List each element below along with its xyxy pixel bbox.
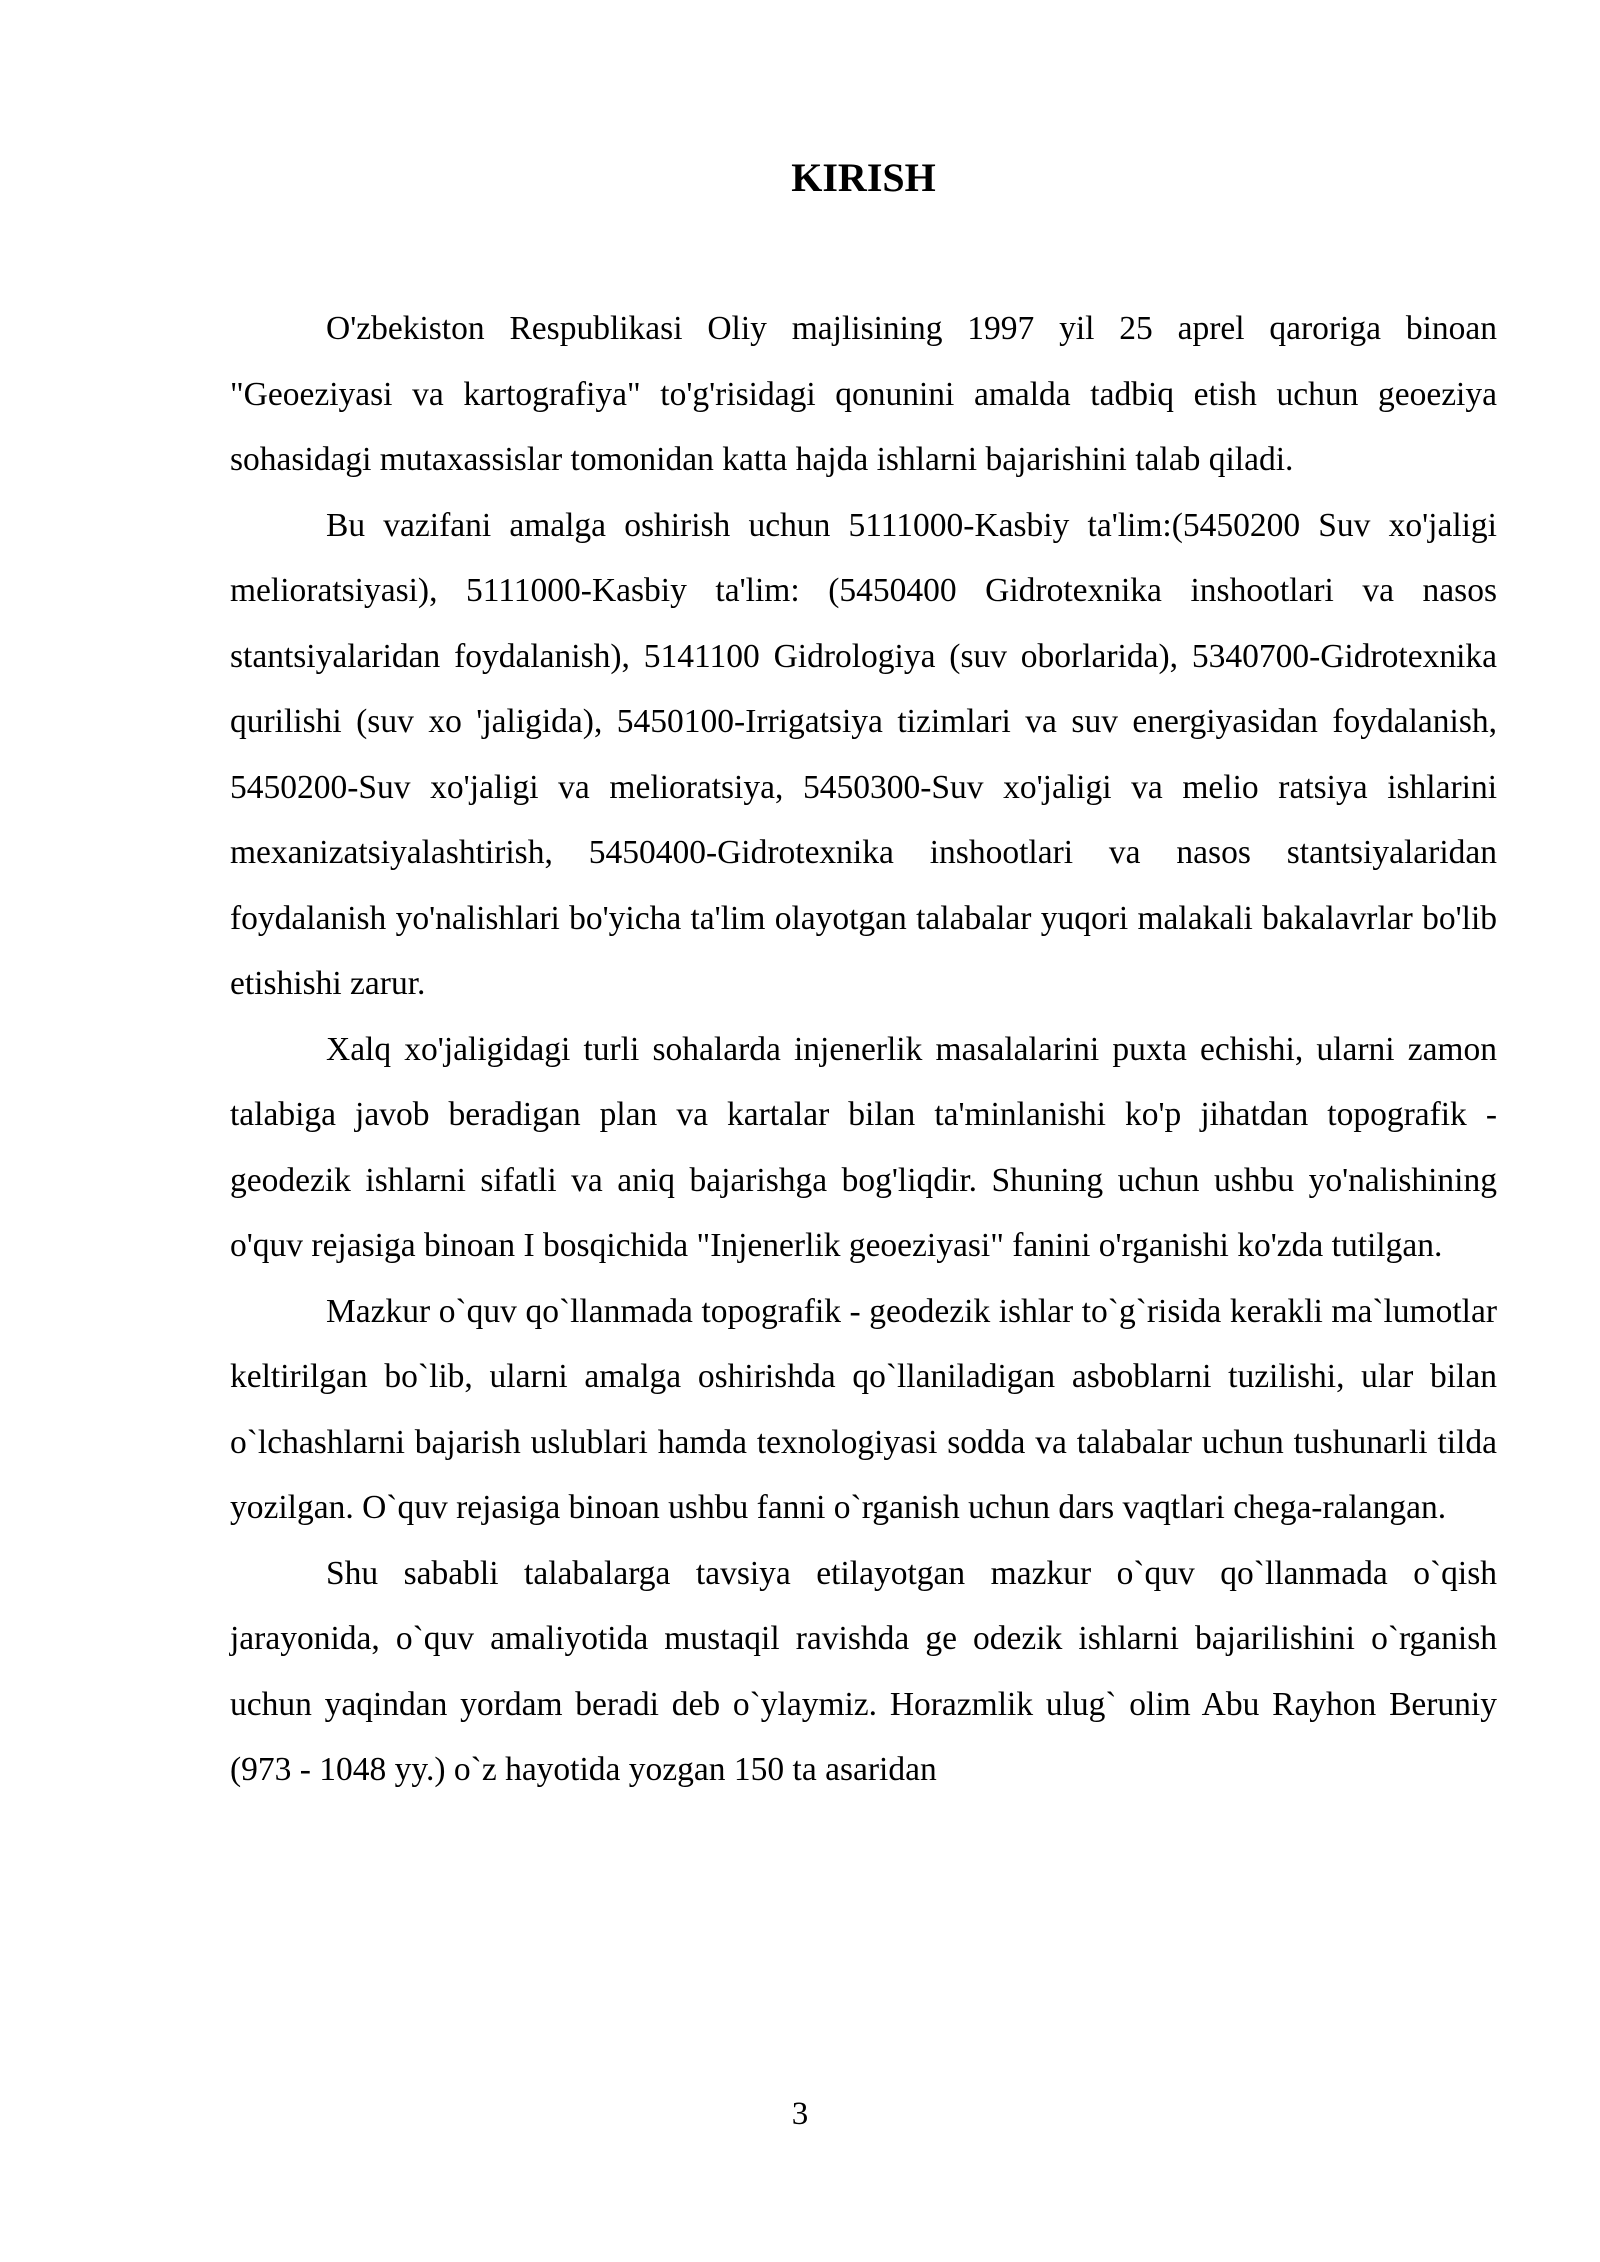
title-container xyxy=(230,150,1497,206)
paragraph-intro-law: O'zbekiston Respublikasi Oliy majlisining 1997 yil 25 aprel qaroriga binoan "Geoeziyasi va kartografiya" to'g'risidagi qonunini amalda tadbiq etish uchun geoeziya sohasidagi mutaxassislar tomonidan katta hajda ishlarni bajarishini talab qiladi. xyxy=(230,310,1497,478)
body-text xyxy=(230,296,1497,1803)
paragraph-recommendation: Shu sababli talabalarga tavsiya etilayotgan mazkur o`quv qo`llanmada o`qish jarayonida, o`quv amaliyotida mustaqil ravishda ge odezik ishlarni bajarilishini o`rganish uchun yaqindan yordam beradi deb o`ylaymiz. Horazmlik ulug` olim Abu Rayhon Beruniy (973 - 1048 yy.) o`z hayotida yozgan 150 ta asaridan xyxy=(230,1554,1497,1788)
paragraph-engineering-tasks: Xalq xo'jaligidagi turli sohalarda injenerlik masalalarini puxta echishi, ularni zamon talabiga javob beradigan plan va kartalar bilan ta'minlanishi ko'p jihatdan topografik - geodezik ishlarni sifatli va aniq bajarishga bog'liqdir. Shuning uchun ushbu yo'nalishining o'quv rejasiga binoan I bosqichida "Injenerlik geoeziyasi" fanini o'rganishi ko'zda tutilgan. xyxy=(230,1030,1497,1264)
paragraph-manual-content: Mazkur o`quv qo`llanmada topografik - geodezik ishlar to`g`risida kerakli ma`lumotlar keltirilgan bo`lib, ularni amalga oshirishda qo`llaniladigan asboblarni tuzilishi, ular bilan o`lchashlarni bajarish uslublari hamda texnologiyasi sodda va talabalar uchun tushunarli tilda yozilgan. O`quv rejasiga binoan ushbu fanni o`rganish uchun dars vaqtlari chega-ralangan. xyxy=(230,1292,1497,1526)
page-number: 3 xyxy=(791,2096,809,2132)
paragraph-specialties: Bu vazifani amalga oshirish uchun 5111000-Kasbiy ta'lim:(5450200 Suv xo'jaligi melioratsiyasi), 5111000-Kasbiy ta'lim: (5450400 Gidrotexnika inshootlari va nasos stantsiyalaridan foydalanish), 5141100 Gidrologiya (suv oborlarida), 5340700-Gidrotexnika qurilishi (suv xo 'jaligida), 5450100-Irrigatsiya tizimlari va suv energiyasidan foydalanish, 5450200-Suv xo'jaligi va melioratsiya, 5450300-Suv xo'jaligi va melio ratsiya ishlarini mexanizatsiyalashtirish, 5450400-Gidrotexnika inshootlari va nasos stantsiyalaridan foydalanish yo'nalishlari bo'yicha ta'lim olayotgan talabalar yuqori malakali bakalavrlar bo'lib etishishi zarur. xyxy=(230,506,1497,1002)
page-title: KIRISH xyxy=(791,155,936,200)
